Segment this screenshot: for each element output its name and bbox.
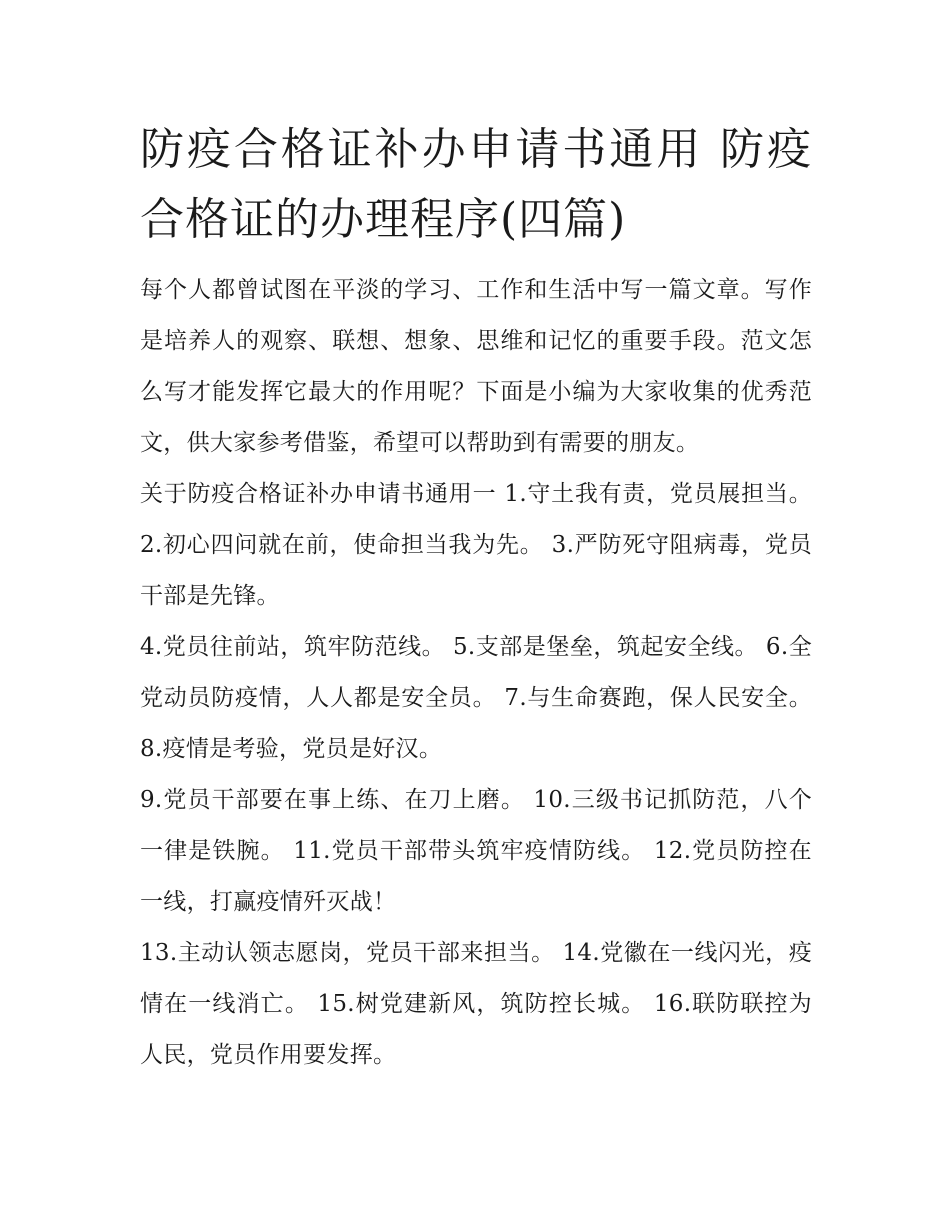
paragraph-slogans-13-16: 13.主动认领志愿岗，党员干部来担当。 14.党徽在一线闪光，疫情在一线消亡。 15.树党建新风，筑防控长城。 16.联防联控为人民，党员作用要发挥。 [140,940,812,1068]
paragraph-slogans-9-12: 9.党员干部要在事上练、在刀上磨。 10.三级书记抓防范，八个一律是铁腕。 11.党员干部带头筑牢疫情防线。 12.党员防控在一线，打赢疫情歼灭战！ [140,787,812,915]
paragraph-slogans-1-3: 关于防疫合格证补办申请书通用一 1.守土我有责，党员展担当。 2.初心四问就在前，使命担当我为先。 3.严防死守阻病毒，党员干部是先锋。 [140,481,812,609]
document-content [140,115,812,1081]
document-title: 防疫合格证补办申请书通用 防疫合格证的办理程序(四篇) [140,124,812,245]
paragraph-slogans-4-8: 4.党员往前站，筑牢防范线。 5.支部是堡垒，筑起安全线。 6.全党动员防疫情，人人都是安全员。 7.与生命赛跑，保人民安全。 8.疫情是考验，党员是好汉。 [140,634,812,762]
paragraph-intro: 每个人都曾试图在平淡的学习、工作和生活中写一篇文章。写作是培养人的观察、联想、想象、思维和记忆的重要手段。范文怎么写才能发挥它最大的作用呢？下面是小编为大家收集的优秀范文，供大家参考借鉴，希望可以帮助到有需要的朋友。 [140,277,812,456]
